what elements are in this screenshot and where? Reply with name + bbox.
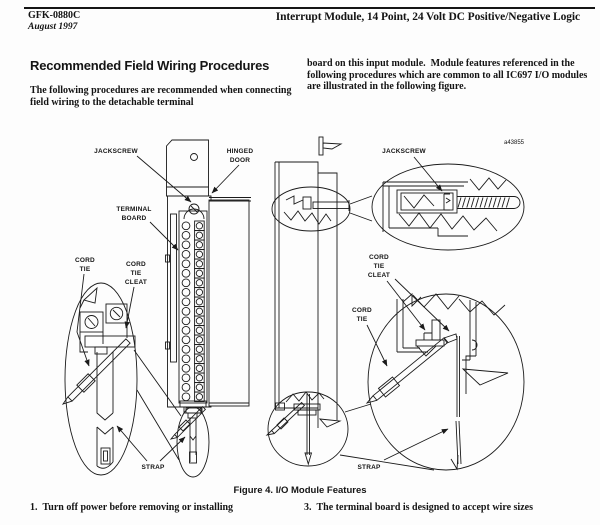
figure-code: a43855 xyxy=(503,140,525,146)
hinged-door xyxy=(209,198,251,407)
label-cleat-right-3: CLEAT xyxy=(367,272,391,279)
label-cleat-left-3: CLEAT xyxy=(124,279,148,286)
label-terminal-board-1: TERMINAL xyxy=(116,206,152,213)
side-view-module xyxy=(275,137,341,428)
label-cord-tie-left-2: TIE xyxy=(79,266,91,273)
label-cleat-right-2: TIE xyxy=(373,263,385,270)
left-callout-lines xyxy=(134,350,181,460)
front-terminal-board xyxy=(179,204,207,418)
label-jackscrew-front: JACKSCREW xyxy=(94,148,138,155)
label-hinged-door-1: HINGED xyxy=(226,148,254,155)
front-bottom-detail-ellipse xyxy=(171,407,209,477)
doc-code: GFK-0880C xyxy=(28,10,81,21)
label-cleat-left-1: CORD xyxy=(126,261,146,268)
intro-paragraph-left: The following procedures are recommended when connecting field wiring to the detachable terminal xyxy=(30,85,292,108)
left-detail-ellipse xyxy=(63,283,137,475)
intro-paragraph-right: board on this input module. Module features referenced in the following procedures which are common to all IC697 I/O modules are illustrated in the following figure. xyxy=(307,58,588,92)
label-cord-tie-right-1: CORD xyxy=(352,307,372,314)
label-hinged-door-2: DOOR xyxy=(229,157,251,164)
label-cord-tie-right-2: TIE xyxy=(356,316,368,323)
side-bottom-detail-circle xyxy=(267,392,348,466)
jackscrew-callout-lines xyxy=(350,196,372,221)
doc-date: August 1997 xyxy=(28,22,78,32)
cord-tie-detail-circle xyxy=(367,294,524,470)
side-top-detail-ellipse xyxy=(272,187,350,231)
label-terminal-board-2: BOARD xyxy=(121,215,147,222)
io-module-figure xyxy=(0,130,600,480)
jackscrew-detail-ellipse xyxy=(372,164,524,250)
procedure-item-1: 1. Turn off power before removing or installing xyxy=(30,502,234,513)
leader-arrows xyxy=(77,156,449,461)
label-cord-tie-left-1: CORD xyxy=(75,257,95,264)
label-strap-left: STRAP xyxy=(141,464,165,471)
label-cleat-right-1: CORD xyxy=(369,254,389,261)
right-callout-lines xyxy=(340,404,434,470)
page-title: Interrupt Module, 14 Point, 24 Volt DC Positive/Negative Logic xyxy=(275,11,580,23)
figure-caption: Figure 4. I/O Module Features xyxy=(233,485,367,496)
label-jackscrew-right: JACKSCREW xyxy=(382,148,426,155)
procedure-item-3: 3. The terminal board is designed to accept wire sizes xyxy=(304,502,533,513)
label-cleat-left-2: TIE xyxy=(130,270,142,277)
label-strap-right: STRAP xyxy=(357,464,381,471)
section-heading: Recommended Field Wiring Procedures xyxy=(30,58,270,73)
header-rule xyxy=(24,7,595,9)
